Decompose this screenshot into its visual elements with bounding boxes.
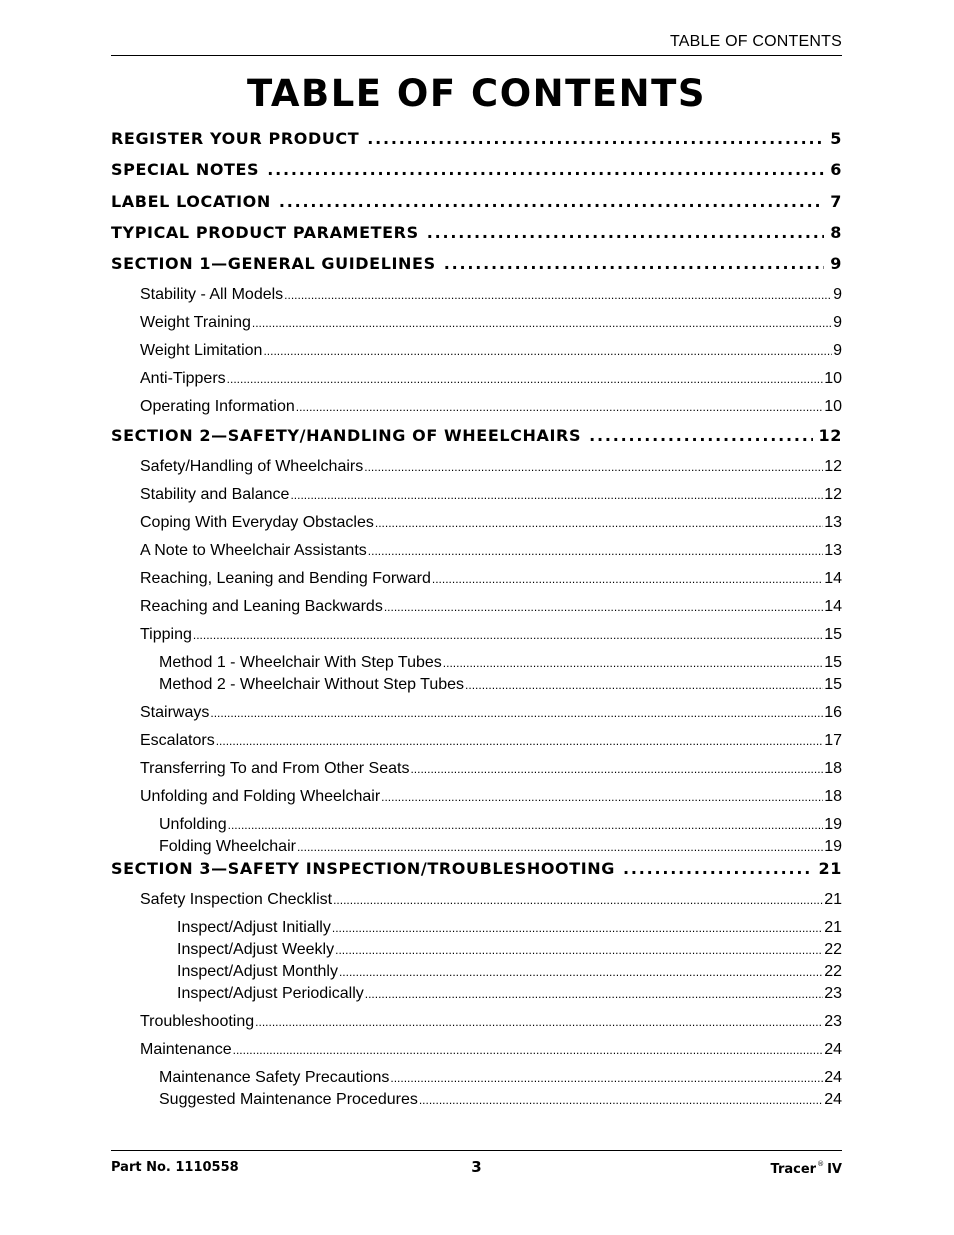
product-model: IV [827, 1162, 842, 1177]
toc-entry[interactable]: Method 2 - Wheelchair Without Step Tubes ..... 15 [159, 676, 842, 694]
toc-entry[interactable]: A Note to Wheelchair Assistants ..... 13 [140, 542, 842, 560]
toc-entry[interactable]: Weight Training ..... 9 [140, 314, 842, 332]
toc-entry[interactable]: Transferring To and From Other Seats ..... 18 [140, 760, 842, 778]
toc-entry[interactable]: Unfolding and Folding Wheelchair ..... 18 [140, 788, 842, 806]
toc-entry[interactable]: Inspect/Adjust Weekly ..... 22 [177, 941, 842, 959]
toc-entry[interactable]: Reaching and Leaning Backwards ..... 14 [140, 598, 842, 616]
toc-entry-section-2[interactable]: SECTION 2—SAFETY/HANDLING OF WHEELCHAIRS ..... 12 [111, 426, 842, 445]
toc-entry[interactable]: Maintenance ..... 24 [140, 1041, 842, 1059]
toc-entry-register-your-product[interactable]: REGISTER YOUR PRODUCT ..... 5 [111, 129, 842, 148]
toc-entry-special-notes[interactable]: SPECIAL NOTES ..... 6 [111, 160, 842, 179]
toc-entry[interactable]: Inspect/Adjust Initially ..... 21 [177, 919, 842, 937]
product-name-text: Tracer [770, 1162, 817, 1177]
toc-entry[interactable]: Stairways ..... 16 [140, 704, 842, 722]
toc-entry[interactable]: Operating Information ..... 10 [140, 398, 842, 416]
running-header: TABLE OF CONTENTS [669, 33, 842, 50]
toc-entry[interactable]: Maintenance Safety Precautions ..... 24 [159, 1069, 842, 1087]
page-title: TABLE OF CONTENTS [247, 72, 706, 115]
registered-mark: ® [817, 1160, 825, 1168]
toc-entry[interactable]: Reaching, Leaning and Bending Forward ..... 14 [140, 570, 842, 588]
toc-entry[interactable]: Safety Inspection Checklist ..... 21 [140, 891, 842, 909]
part-number: Part No. 1110558 [111, 1160, 239, 1175]
page-number: 3 [471, 1158, 482, 1176]
toc-entry[interactable]: Unfolding ..... 19 [159, 816, 842, 834]
header-rule [111, 55, 842, 56]
toc-entry-typical-product-parameters[interactable]: TYPICAL PRODUCT PARAMETERS ..... 8 [111, 223, 842, 242]
toc-entry[interactable]: Tipping ..... 15 [140, 626, 842, 644]
toc-entry-section-1[interactable]: SECTION 1—GENERAL GUIDELINES ..... 9 [111, 254, 842, 273]
toc-entry[interactable]: Safety/Handling of Wheelchairs ..... 12 [140, 458, 842, 476]
footer-rule [111, 1150, 842, 1151]
toc-entry[interactable]: Inspect/Adjust Periodically ..... 23 [177, 985, 842, 1003]
toc-entry[interactable]: Coping With Everyday Obstacles ..... 13 [140, 514, 842, 532]
toc-entry[interactable]: Stability and Balance ..... 12 [140, 486, 842, 504]
toc-entry[interactable]: Troubleshooting ..... 23 [140, 1013, 842, 1031]
toc-entry[interactable]: Inspect/Adjust Monthly ..... 22 [177, 963, 842, 981]
toc-entry[interactable]: Anti-Tippers ..... 10 [140, 370, 842, 388]
toc-entry[interactable]: Suggested Maintenance Procedures ..... 24 [159, 1091, 842, 1109]
toc-entry[interactable]: Stability - All Models ..... 9 [140, 286, 842, 304]
toc-entry-section-3[interactable]: SECTION 3—SAFETY INSPECTION/TROUBLESHOOTING ..... 21 [111, 859, 842, 878]
toc-entry[interactable]: Folding Wheelchair ..... 19 [159, 838, 842, 856]
toc-entry[interactable]: Method 1 - Wheelchair With Step Tubes ..... 15 [159, 654, 842, 672]
toc-entry[interactable]: Weight Limitation ..... 9 [140, 342, 842, 360]
product-name [771, 1160, 842, 1177]
toc-entry-label-location[interactable]: LABEL LOCATION ..... 7 [111, 192, 842, 211]
document-page [111, 0, 842, 1235]
toc-entry[interactable]: Escalators ..... 17 [140, 732, 842, 750]
